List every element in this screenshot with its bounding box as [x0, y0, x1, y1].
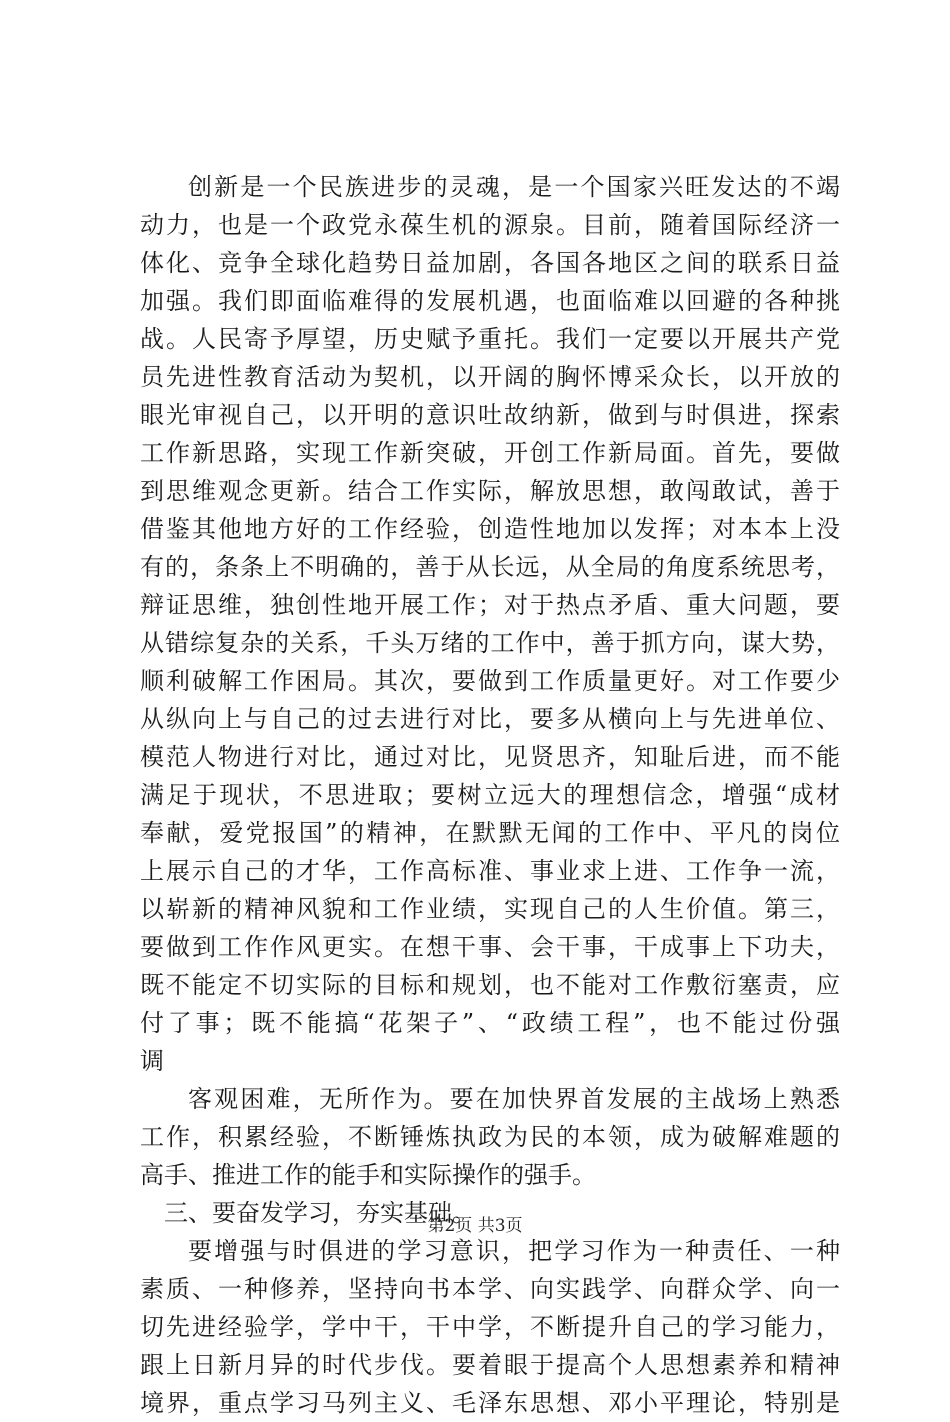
text-line: 模范人物进行对比，通过对比，见贤思齐，知耻后进，而不能 — [140, 743, 840, 771]
text-line: 工作，积累经验，不断锤炼执政为民的本领，成为破解难题的 — [140, 1123, 840, 1151]
text-line: 客观困难，无所作为。要在加快界首发展的主战场上熟悉 — [188, 1085, 840, 1113]
text-line: 从错综复杂的关系，千头万绪的工作中，善于抓方向，谋大势， — [140, 629, 840, 657]
text-line: 境界，重点学习马列主义、毛泽东思想、邓小平理论，特别是 — [140, 1389, 840, 1417]
page-number-footer: 第2页 共3页 — [427, 1216, 523, 1236]
text-line: 上展示自己的才华，工作高标准、事业求上进、工作争一流， — [140, 857, 840, 885]
text-line: 动力，也是一个政党永葆生机的源泉。目前，随着国际经济一 — [140, 211, 840, 239]
text-line: 要增强与时俱进的学习意识，把学习作为一种责任、一种 — [188, 1237, 840, 1265]
text-line: 切先进经验学，学中干，干中学，不断提升自己的学习能力， — [140, 1313, 840, 1341]
text-line: 创新是一个民族进步的灵魂，是一个国家兴旺发达的不竭 — [188, 173, 840, 201]
text-line: 付了事；既不能搞“花架子”、“政绩工程”，也不能过份强 — [140, 1009, 840, 1037]
text-line: 高手、推进工作的能手和实际操作的强手。 — [140, 1161, 596, 1189]
text-line: 眼光审视自己，以开明的意识吐故纳新，做到与时俱进，探索 — [140, 401, 840, 429]
text-line: 跟上日新月异的时代步伐。要着眼于提高个人思想素养和精神 — [140, 1351, 840, 1379]
text-line: 奉献，爱党报国”的精神，在默默无闻的工作中、平凡的岗位 — [140, 819, 840, 847]
text-line: 以崭新的精神风貌和工作业绩，实现自己的人生价值。第三， — [140, 895, 840, 923]
section-heading: 三、要奋发学习，夯实基础。 — [164, 1199, 476, 1227]
text-line: 满足于现状，不思进取；要树立远大的理想信念，增强“成材 — [140, 781, 840, 809]
text-line: 借鉴其他地方好的工作经验，创造性地加以发挥；对本本上没 — [140, 515, 840, 543]
text-line: 加强。我们即面临难得的发展机遇，也面临难以回避的各种挑 — [140, 287, 840, 315]
text-line: 顺利破解工作困局。其次，要做到工作质量更好。对工作要少 — [140, 667, 840, 695]
text-line: 到思维观念更新。结合工作实际，解放思想，敢闯敢试，善于 — [140, 477, 840, 505]
text-line: 有的，条条上不明确的，善于从长远，从全局的角度系统思考， — [140, 553, 840, 581]
text-line: 员先进性教育活动为契机，以开阔的胸怀博采众长，以开放的 — [140, 363, 840, 391]
text-line: 从纵向上与自己的过去进行对比，要多从横向上与先进单位、 — [140, 705, 840, 733]
text-line: 体化、竞争全球化趋势日益加剧，各国各地区之间的联系日益 — [140, 249, 840, 277]
text-line: 素质、一种修养，坚持向书本学、向实践学、向群众学、向一 — [140, 1275, 840, 1303]
text-line: 既不能定不切实际的目标和规划，也不能对工作敷衍塞责，应 — [140, 971, 840, 999]
text-line: 辩证思维，独创性地开展工作；对于热点矛盾、重大问题，要 — [140, 591, 840, 619]
text-line: 调 — [140, 1047, 164, 1075]
text-line: 工作新思路，实现工作新突破，开创工作新局面。首先，要做 — [140, 439, 840, 467]
text-line: 要做到工作作风更实。在想干事、会干事，干成事上下功夫， — [140, 933, 840, 961]
text-line: 战。人民寄予厚望，历史赋予重托。我们一定要以开展共产党 — [140, 325, 840, 353]
